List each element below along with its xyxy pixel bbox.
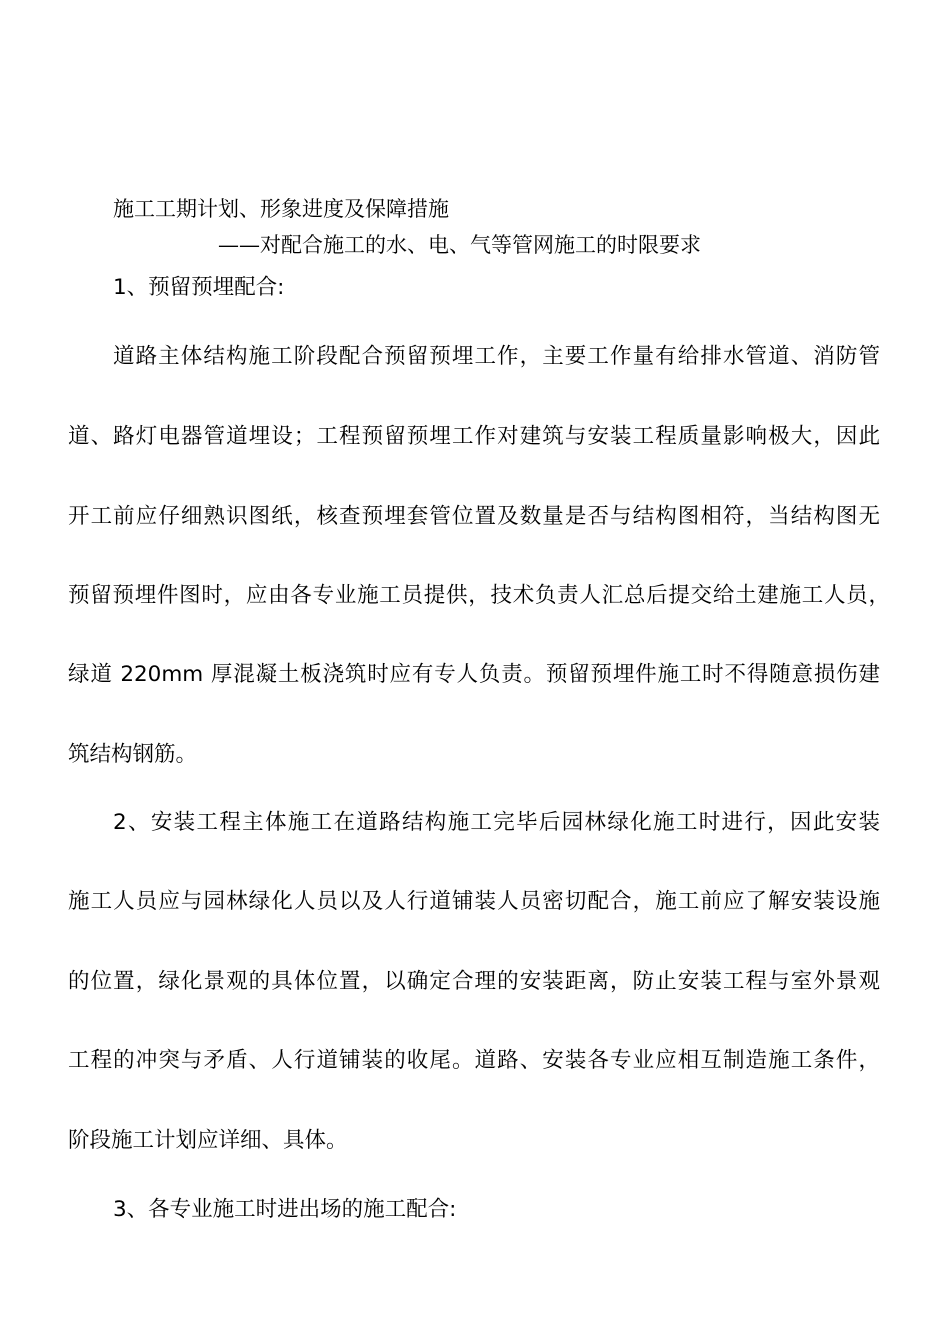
paragraph-1-line-6: 筑结构钢筋。 (68, 742, 198, 767)
section-heading-1: 1、预留预埋配合: (113, 275, 285, 300)
paragraph-2-line-2: 施工人员应与园林绿化人员以及人行道铺装人员密切配合，施工前应了解安装设施 (68, 889, 880, 914)
paragraph-2-line-1: 2、安装工程主体施工在道路结构施工完毕后园林绿化施工时进行，因此安装 (113, 810, 880, 835)
document-subtitle: ——对配合施工的水、电、气等管网施工的时限要求 (218, 233, 701, 257)
paragraph-1-line-3: 开工前应仔细熟识图纸，核查预埋套管位置及数量是否与结构图相符，当结构图无 (68, 504, 880, 529)
paragraph-1-line-4: 预留预埋件图时，应由各专业施工员提供，技术负责人汇总后提交给土建施工人员， (68, 583, 890, 608)
paragraph-1-line-2: 道、路灯电器管道埋设；工程预留预埋工作对建筑与安装工程质量影响极大，因此 (68, 424, 880, 449)
paragraph-2-line-3: 的位置，绿化景观的具体位置，以确定合理的安装距离，防止安装工程与室外景观 (68, 969, 880, 994)
section-heading-3: 3、各专业施工时进出场的施工配合: (113, 1197, 457, 1222)
paragraph-1-line-1: 道路主体结构施工阶段配合预留预埋工作，主要工作量有给排水管道、消防管 (113, 344, 880, 369)
paragraph-2-line-4: 工程的冲突与矛盾、人行道铺装的收尾。道路、安装各专业应相互制造施工条件， (68, 1048, 880, 1073)
paragraph-1-line-5: 绿道 220mm 厚混凝土板浇筑时应有专人负责。预留预埋件施工时不得随意损伤建 (68, 662, 880, 687)
paragraph-2-line-5: 阶段施工计划应详细、具体。 (68, 1128, 348, 1153)
document-title: 施工工期计划、形象进度及保障措施 (113, 197, 449, 221)
